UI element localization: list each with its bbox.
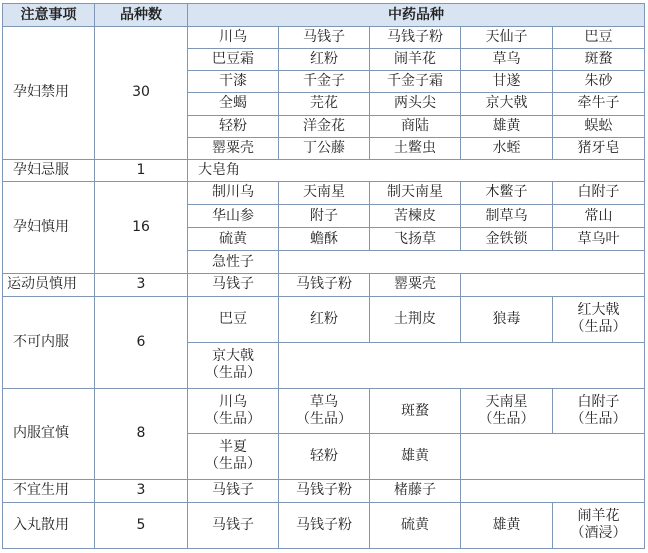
count-cell: 16 <box>95 181 188 274</box>
herb-cell: 商陆 <box>370 115 461 137</box>
herb-cell: 制川乌 <box>188 181 279 204</box>
table-row <box>3 479 645 502</box>
category-cell: 孕妇慎用 <box>3 181 95 274</box>
category-cell: 孕妇禁用 <box>3 27 95 160</box>
herb-cell: 马钱子粉 <box>279 274 370 296</box>
herb-cell: 天南星 （生品） <box>461 389 553 434</box>
count-cell: 8 <box>95 389 188 480</box>
herb-cell: 猪牙皂 <box>553 137 645 159</box>
herb-cell: 红粉 <box>279 296 370 342</box>
empty-cell <box>461 479 645 502</box>
herb-cell: 千金子 <box>279 71 370 93</box>
herb-cell: 半夏 （生品） <box>188 434 279 479</box>
herb-cell: 天南星 <box>279 181 370 204</box>
herb-cell: 红粉 <box>279 49 370 71</box>
herb-cell: 飞扬草 <box>370 228 461 251</box>
empty-cell <box>461 434 645 479</box>
table-row <box>3 296 645 342</box>
herb-cell: 土荆皮 <box>370 296 461 342</box>
herb-cell: 干漆 <box>188 71 279 93</box>
herb-cell: 苦楝皮 <box>370 205 461 228</box>
table-row <box>3 181 645 204</box>
herb-cell: 常山 <box>553 205 645 228</box>
herb-cell: 全蝎 <box>188 93 279 115</box>
herb-cell: 急性子 <box>188 251 279 274</box>
table-row <box>3 27 645 49</box>
empty-cell <box>279 251 645 274</box>
herb-cell: 马钱子粉 <box>279 479 370 502</box>
herb-cell: 蟾酥 <box>279 228 370 251</box>
herb-cell: 白附子 <box>553 181 645 204</box>
herb-cell: 楮藤子 <box>370 479 461 502</box>
herb-cell: 川乌 （生品） <box>188 389 279 434</box>
herb-cell: 马钱子粉 <box>279 502 370 548</box>
herb-cell: 两头尖 <box>370 93 461 115</box>
herb-cell: 马钱子粉 <box>370 27 461 49</box>
category-cell: 不宜生用 <box>3 479 95 502</box>
herb-cell: 水蛭 <box>461 137 553 159</box>
herb-cell: 千金子霜 <box>370 71 461 93</box>
header-row <box>3 4 645 27</box>
herb-cell: 狼毒 <box>461 296 553 342</box>
herb-cell: 丁公藤 <box>279 137 370 159</box>
category-cell: 不可内服 <box>3 296 95 389</box>
herb-cell: 京大戟 <box>461 93 553 115</box>
herb-cell: 雄黄 <box>461 502 553 548</box>
herb-cell: 制天南星 <box>370 181 461 204</box>
herb-cell: 附子 <box>279 205 370 228</box>
herb-cell: 京大戟 （生品） <box>188 342 279 388</box>
herb-cell: 硫黄 <box>188 228 279 251</box>
herb-cell: 斑蝥 <box>370 389 461 434</box>
herb-cell: 罂粟壳 <box>370 274 461 296</box>
herb-cell: 雄黄 <box>461 115 553 137</box>
herb-cell: 白附子 （生品） <box>553 389 645 434</box>
herb-cell: 牵牛子 <box>553 93 645 115</box>
herb-cell: 红大戟 （生品） <box>553 296 645 342</box>
herb-cell: 土鳖虫 <box>370 137 461 159</box>
herb-cell: 马钱子 <box>188 274 279 296</box>
category-cell: 内服宜慎 <box>3 389 95 480</box>
herb-cell: 芫花 <box>279 93 370 115</box>
herb-cell: 华山参 <box>188 205 279 228</box>
herb-cell: 甘遂 <box>461 71 553 93</box>
category-cell: 运动员慎用 <box>3 274 95 296</box>
empty-cell <box>279 342 645 388</box>
herb-cell: 马钱子 <box>279 27 370 49</box>
herb-cell: 草乌 <box>461 49 553 71</box>
herb-cell: 巴豆 <box>188 296 279 342</box>
herb-cell: 金铁锁 <box>461 228 553 251</box>
category-cell: 孕妇忌服 <box>3 159 95 181</box>
count-cell: 30 <box>95 27 188 160</box>
header-cell-count: 品种数 <box>95 4 188 27</box>
herb-cell: 蜈蚣 <box>553 115 645 137</box>
count-cell: 3 <box>95 479 188 502</box>
table-row <box>3 159 645 181</box>
herb-cell: 朱砂 <box>553 71 645 93</box>
category-cell: 入丸散用 <box>3 502 95 548</box>
herb-cell: 天仙子 <box>461 27 553 49</box>
herb-cell: 斑蝥 <box>553 49 645 71</box>
count-cell: 5 <box>95 502 188 548</box>
herb-cell: 马钱子 <box>188 502 279 548</box>
herb-cell: 木鳖子 <box>461 181 553 204</box>
herb-cell: 硫黄 <box>370 502 461 548</box>
herb-cell: 巴豆霜 <box>188 49 279 71</box>
herb-precaution-table <box>2 3 645 549</box>
header-cell-herbs: 中药品种 <box>188 4 645 27</box>
count-cell: 6 <box>95 296 188 389</box>
count-cell: 1 <box>95 159 188 181</box>
herb-cell: 川乌 <box>188 27 279 49</box>
herb-cell: 罂粟壳 <box>188 137 279 159</box>
herb-cell: 轻粉 <box>279 434 370 479</box>
table-row <box>3 502 645 548</box>
count-cell: 3 <box>95 274 188 296</box>
herb-cell: 大皂角 <box>188 159 645 181</box>
empty-cell <box>461 274 645 296</box>
herb-cell: 草乌叶 <box>553 228 645 251</box>
herb-cell: 洋金花 <box>279 115 370 137</box>
herb-cell: 雄黄 <box>370 434 461 479</box>
herb-cell: 马钱子 <box>188 479 279 502</box>
herb-cell: 闹羊花 <box>370 49 461 71</box>
table-row <box>3 274 645 296</box>
header-cell-category: 注意事项 <box>3 4 95 27</box>
herb-cell: 制草乌 <box>461 205 553 228</box>
table-row <box>3 389 645 434</box>
herb-cell: 闹羊花 （酒浸） <box>553 502 645 548</box>
herb-cell: 轻粉 <box>188 115 279 137</box>
herb-cell: 巴豆 <box>553 27 645 49</box>
herb-cell: 草乌 （生品） <box>279 389 370 434</box>
